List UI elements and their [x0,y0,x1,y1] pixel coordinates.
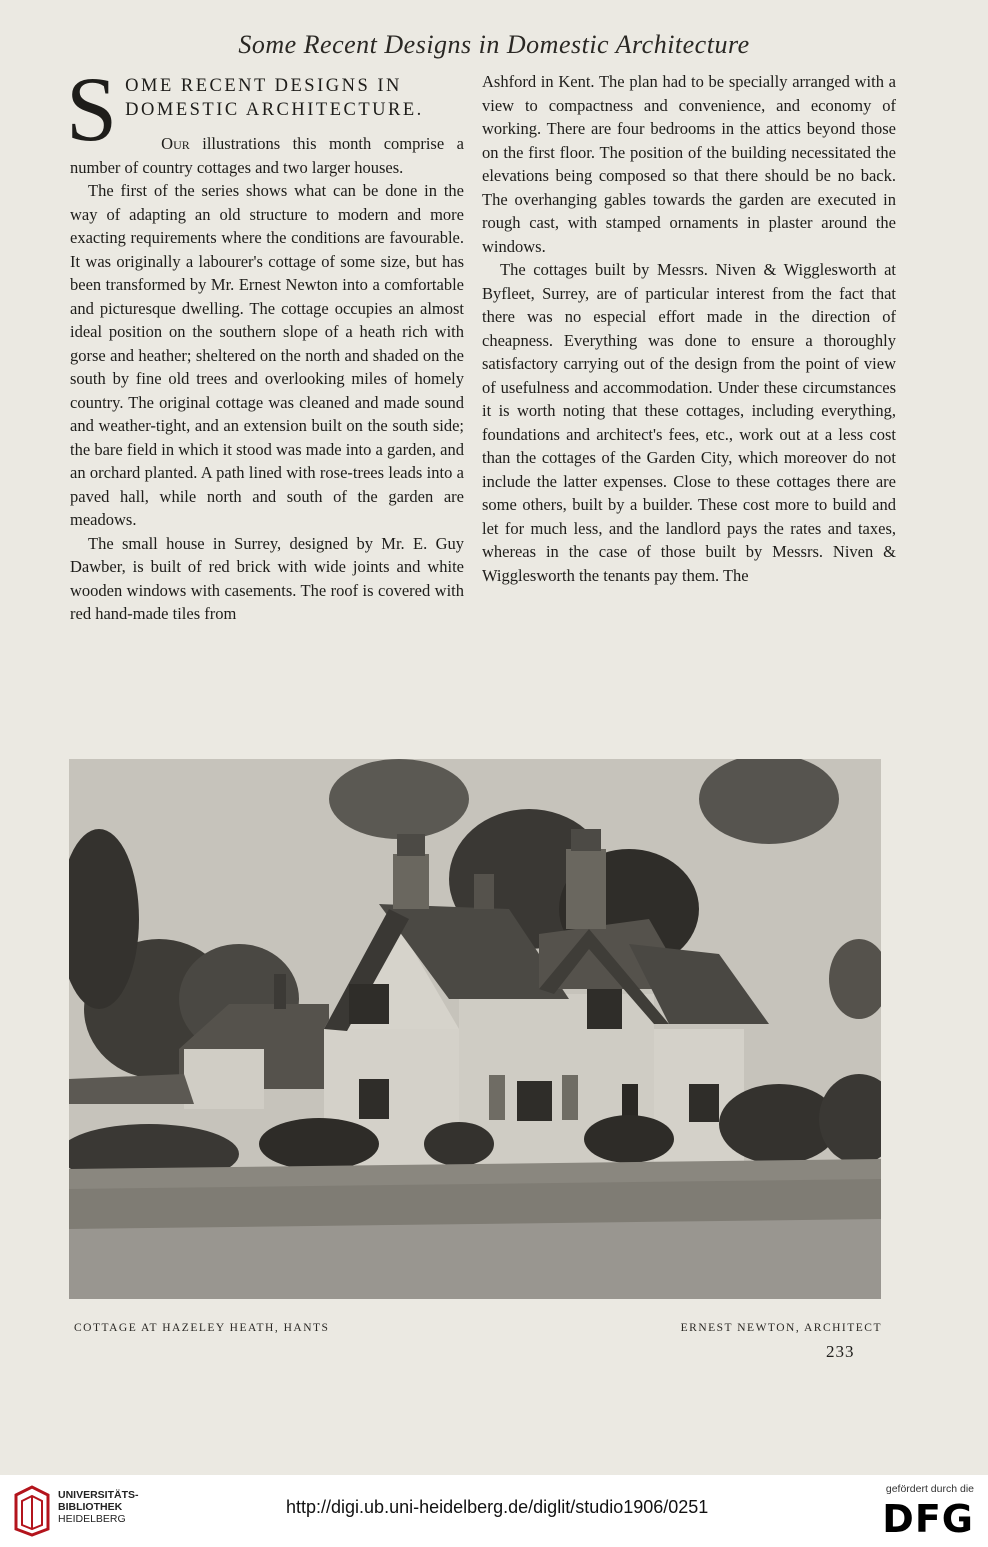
intro-paragraph [70,132,464,179]
photo-caption: COTTAGE AT HAZELEY HEATH, HANTS [74,1322,330,1334]
cottage-photograph [69,759,881,1299]
article-headline [70,74,464,122]
library-line-1: UNIVERSITÄTS- [58,1489,139,1501]
paragraph: The cottages built by Messrs. Niven & Wigglesworth at Byfleet, Surrey, are of particular interest from the fact that there was no especial effort made in the direction of cheapness. Everything was done to ensure a thoroughly satisfactory carrying out of the design from the point of view of usefulness and accommodation. Under these circumstances it is worth noting that these cottages, including everything, foundations and architect's fees, etc., work out at a less cost than the cottages of the Garden City, which moreover do not include the latter expenses. Close to these cottages there are some others, built by a builder. These cost more to build and let for much less, and the landlord pays the rates and taxes, whereas in the case of those built by Messrs. Niven & Wigglesworth the tenants pay them. The [482,260,896,585]
paragraph: Ashford in Kent. The plan had to be specially arranged with a view to compactness and convenience, and economy of working. There are four bedrooms in the attics beyond those on the first floor. The position of the building necessitated the elevations being composed so that there should be no back. The overhanging gables towards the garden are executed in rough cast, with stamped ornaments in plaster around the windows. [482,72,896,256]
library-line-3: HEIDELBERG [58,1513,126,1525]
paragraph: The first of the series shows what can be done in the way of adapting an old structure to modern and more exacting requirements where the conditions are favourable. It was originally a labourer's cottage of some size, but has been transformed by Mr. Ernest Newton into a comfortable and picturesque dwelling. The cottage occupies an almost ideal position on the southern slope of a heath rich with gorse and heather; sheltered on the north and shaded on the south by fine old trees and overlooking miles of homely country. The original cottage was cleaned and made sound and weather-tight, and an extension built on the south side; the bare field in which it stood was made into a garden, and an orchard planted. A path lined with rose-trees leads into a paved hall, while north and south of the garden are meadows. [70,181,464,529]
right-column [482,70,896,587]
dfg-logo: DFG [882,1497,974,1541]
running-head: Some Recent Designs in Domestic Architecture [238,30,750,59]
funder-label: gefördert durch die [885,1483,974,1495]
left-column [66,58,464,626]
digitization-footer [0,1475,988,1547]
university-library-name [58,1489,139,1525]
headline-line-1: OME RECENT DESIGNS IN [125,76,402,96]
university-library-logo-icon [10,1485,54,1537]
library-line-2: BIBLIOTHEK [58,1501,123,1513]
source-url-link[interactable]: http://digi.ub.uni-heidelberg.de/diglit/studio1906/0251 [286,1497,709,1517]
headline-line-2: DOMESTIC ARCHITECTURE. [125,100,424,120]
intro-text: illustrations this month comprise a number of country cottages and two larger houses. [70,134,464,177]
intro-smallcaps: Our [161,134,190,153]
page-number: 233 [826,1342,855,1361]
cottage-illustration [69,759,881,1299]
photo-credit: ERNEST NEWTON, ARCHITECT [680,1322,882,1334]
drop-cap: S [66,58,118,160]
paragraph: The small house in Surrey, designed by Mr. E. Guy Dawber, is built of red brick with wide joints and white wooden windows with casements. The roof is covered with red hand-made tiles from [70,533,464,623]
